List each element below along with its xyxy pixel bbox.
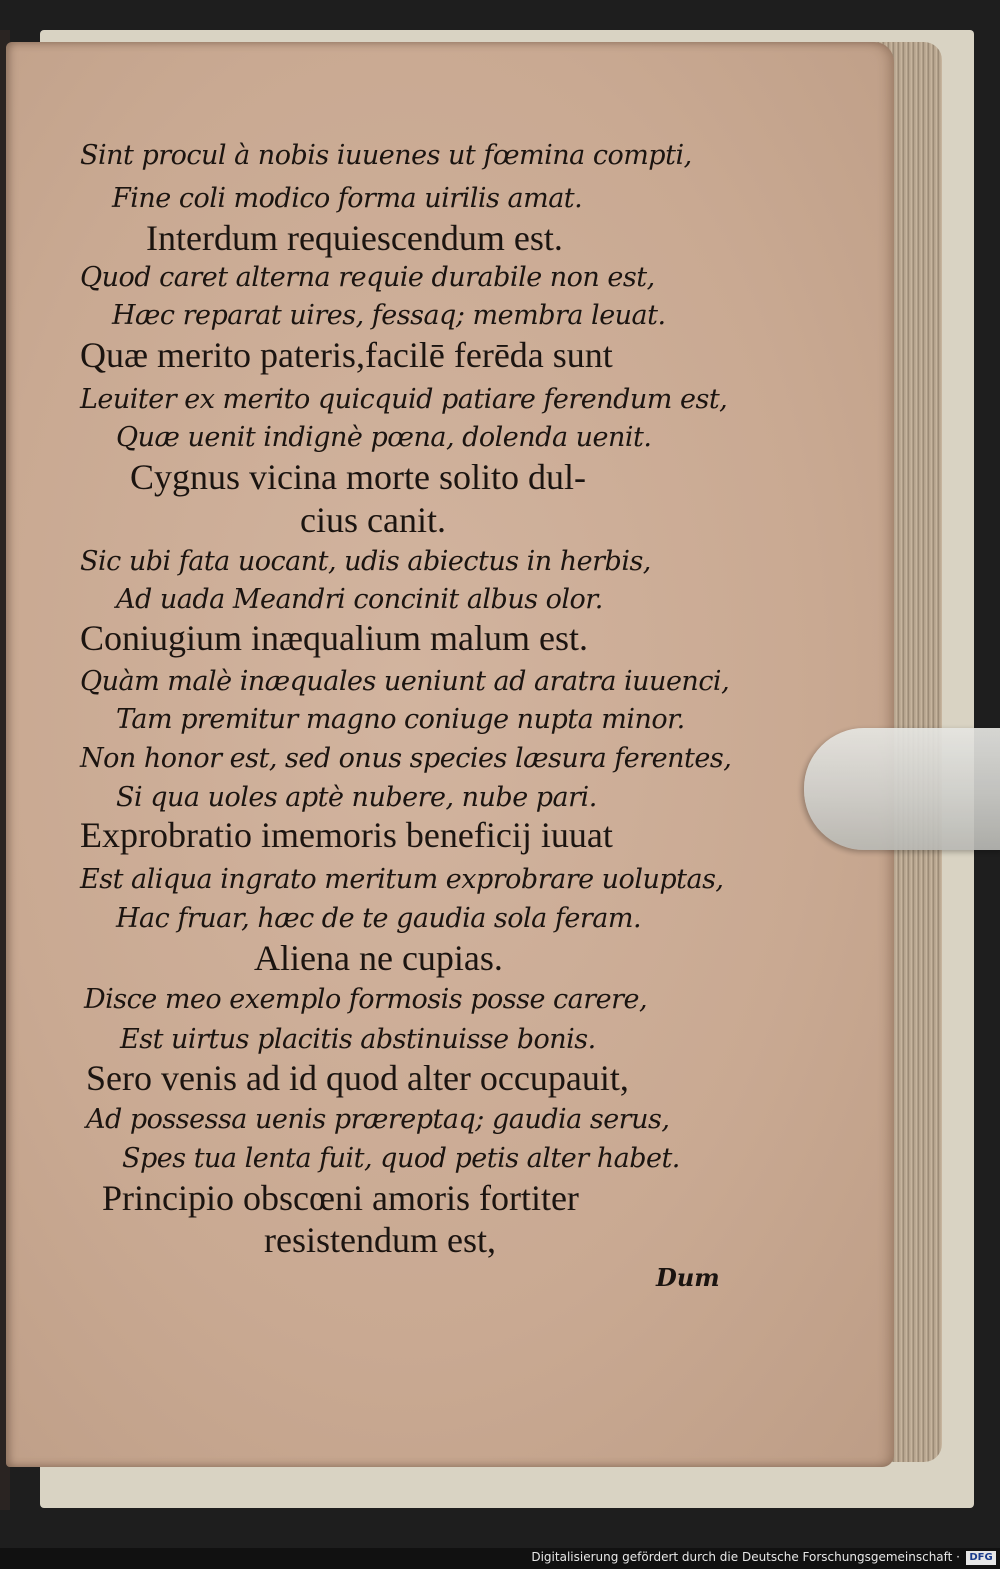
footer-bar [0,1548,1000,1569]
section-heading: resistendum est, [264,1220,496,1260]
section-heading: cius canit. [300,500,446,540]
text-line: Non honor est, sed onus species læsura ferentes, [80,743,732,774]
text-line: Quàm malè inæquales ueniunt ad aratra iuuenci, [80,666,730,697]
section-heading: Principio obscœni amoris fortiter [102,1178,579,1218]
text-line: Ad possessa uenis præreptaq; gaudia serus, [86,1104,670,1135]
section-heading: Exprobratio imemoris beneficij iuuat [80,815,613,855]
text-line: Fine coli modico forma uirilis amat. [112,183,583,214]
section-heading: Sero venis ad id quod alter occupauit, [86,1058,629,1098]
funding-credit: Digitalisierung gefördert durch die Deutsche Forschungsgemeinschaft · [531,1550,960,1564]
text-line: Spes tua lenta fuit, quod petis alter habet. [122,1143,680,1174]
text-line: Leuiter ex merito quicquid patiare ferendum est, [80,384,728,415]
text-line: Sic ubi fata uocant, udis abiectus in herbis, [80,546,651,577]
catchword: Dum [656,1263,720,1292]
text-line: Hac fruar, hæc de te gaudia sola feram. [116,903,642,934]
section-heading: Cygnus vicina morte solito dul- [130,457,586,497]
text-line: Quod caret alterna requie durabile non est, [80,262,655,293]
text-line: Quæ uenit indignè pœna, dolenda uenit. [116,422,652,453]
section-heading: Interdum requiescendum est. [146,218,563,258]
text-line: Ad uada Meandri concinit albus olor. [116,584,603,615]
text-line: Hæc reparat uires, fessaq; membra leuat. [112,300,666,331]
section-heading: Aliena ne cupias. [254,938,503,978]
text-line: Sint procul à nobis iuuenes ut fœmina compti, [80,140,692,171]
section-heading: Quæ merito pateris,facilē ferēda sunt [80,335,613,375]
text-line: Est aliqua ingrato meritum exprobrare uoluptas, [80,864,724,895]
section-heading: Coniugium inæqualium malum est. [80,618,588,658]
text-line: Est uirtus placitis abstinuisse bonis. [120,1024,596,1055]
text-line: Tam premitur magno coniuge nupta minor. [116,704,685,735]
text-line: Disce meo exemplo formosis posse carere, [84,984,648,1015]
dfg-logo-icon: DFG [966,1551,996,1565]
text-line: Si qua uoles aptè nubere, nube pari. [116,782,597,813]
